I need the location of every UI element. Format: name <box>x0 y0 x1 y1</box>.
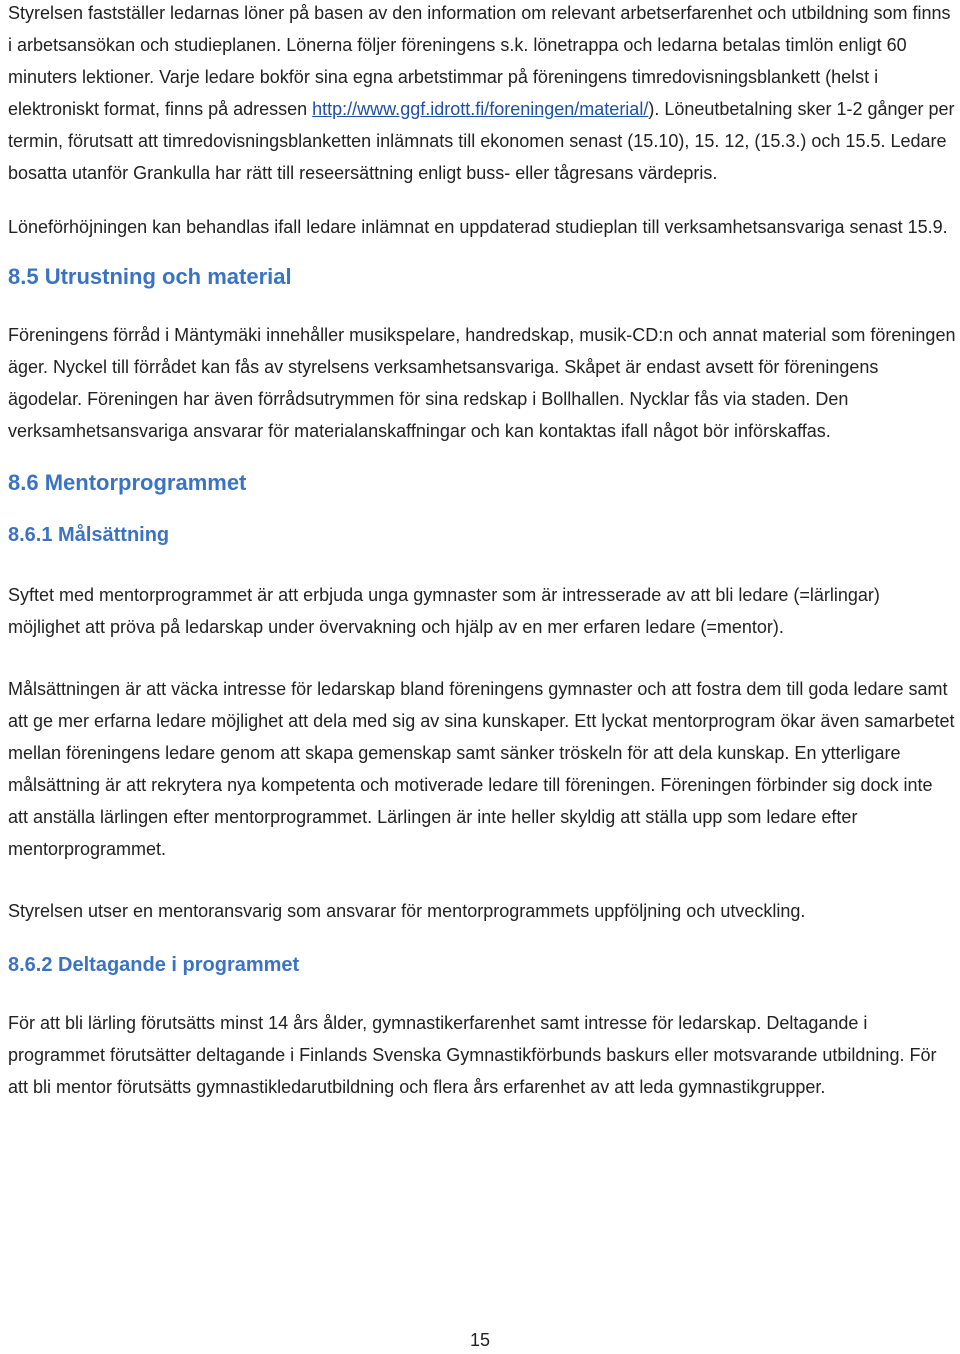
paragraph-salary-text-1: Styrelsen fastställer ledarnas löner på basen av den information om relevant arbetserfarenhet och utbildning som finns i arbetsansökan och studieplanen. Lönerna följer föreningens s.k. lönetrappa och ledarna betalas timlön enligt 60 minuters lektioner. Varje ledare bokför sina egna arbetstimmar på föreningens timredovisningsblankett (helst i elektroniskt format, finns på adressen <box>8 3 951 119</box>
paragraph-participation: För att bli lärling förutsätts minst 14 års ålder, gymnastikerfarenhet samt intresse för ledarskap. Deltagande i programmet förutsätter deltagande i Finlands Svenska Gymnastikförbunds baskurs eller motsvarande utbildning. För att bli mentor förutsätts gymnastikledarutbildning och flera års erfarenhet av att leda gymnastikgrupper. <box>8 1013 937 1097</box>
heading-8-6-1: 8.6.1 Målsättning <box>8 524 170 546</box>
paragraph-salary-text-2: ). Löneutbetalning sker 1-2 gånger per termin, förutsatt att timredovisningsblanketten inlämnats till ekonomen senast (15.10), 15. 12, (15.3.) och 15.5. Ledare bosatta utanför Grankulla har rätt till reseersättning enligt buss- eller tågresans värdepris. <box>8 99 955 183</box>
paragraph-goals: Målsättningen är att väcka intresse för ledarskap bland föreningens gymnaster och att fostra dem till goda ledare samt att ge mer erfarna ledare möjlighet att dela med sig av sina kunskaper. Ett lyckat mentorprogram ökar även samarbetet mellan föreningens ledare genom att skapa gemenskap samt sänker tröskeln för att dela kunskap. En ytterligare målsättning är att rekrytera nya kompetenta och motiverade ledare till föreningen. Föreningen förbinder sig dock inte att anställa lärlingen efter mentorprogrammet. Lärlingen är inte heller skyldig att ställa upp som ledare efter mentorprogrammet. <box>8 679 955 859</box>
paragraph-equipment: Föreningens förråd i Mäntymäki innehåller musikspelare, handredskap, musik-CD:n och annat material som föreningen äger. Nyckel till förrådet kan fås av styrelsens verksamhetsansvariga. Skåpet är endast avsett för föreningens ägodelar. Föreningen har även förrådsutrymmen för sina redskap i Bollhallen. Nycklar fås via staden. Den verksamhetsansvariga ansvarar för materialanskaffningar och kan kontaktas ifall något bör införskaffas. <box>8 325 956 441</box>
document-page <box>8 0 956 1103</box>
paragraph-salary <box>8 0 956 189</box>
material-link[interactable]: http://www.ggf.idrott.fi/foreningen/material/ <box>312 99 649 119</box>
paragraph-purpose: Syftet med mentorprogrammet är att erbjuda unga gymnaster som är intresserade av att bli ledare (=lärlingar) möjlighet att pröva på ledarskap under övervakning och hjälp av en mer erfaren ledare (=mentor). <box>8 585 880 637</box>
heading-8-5: 8.5 Utrustning och material <box>8 264 292 289</box>
heading-8-6-2: 8.6.2 Deltagande i programmet <box>8 954 300 976</box>
paragraph-salary-raise: Löneförhöjningen kan behandlas ifall ledare inlämnat en uppdaterad studieplan till verksamhetsansvariga senast 15.9. <box>8 217 948 237</box>
paragraph-mentor-responsible: Styrelsen utser en mentoransvarig som ansvarar för mentorprogrammets uppföljning och utveckling. <box>8 901 806 921</box>
page-number: 15 <box>469 1330 491 1350</box>
heading-8-6: 8.6 Mentorprogrammet <box>8 470 247 495</box>
